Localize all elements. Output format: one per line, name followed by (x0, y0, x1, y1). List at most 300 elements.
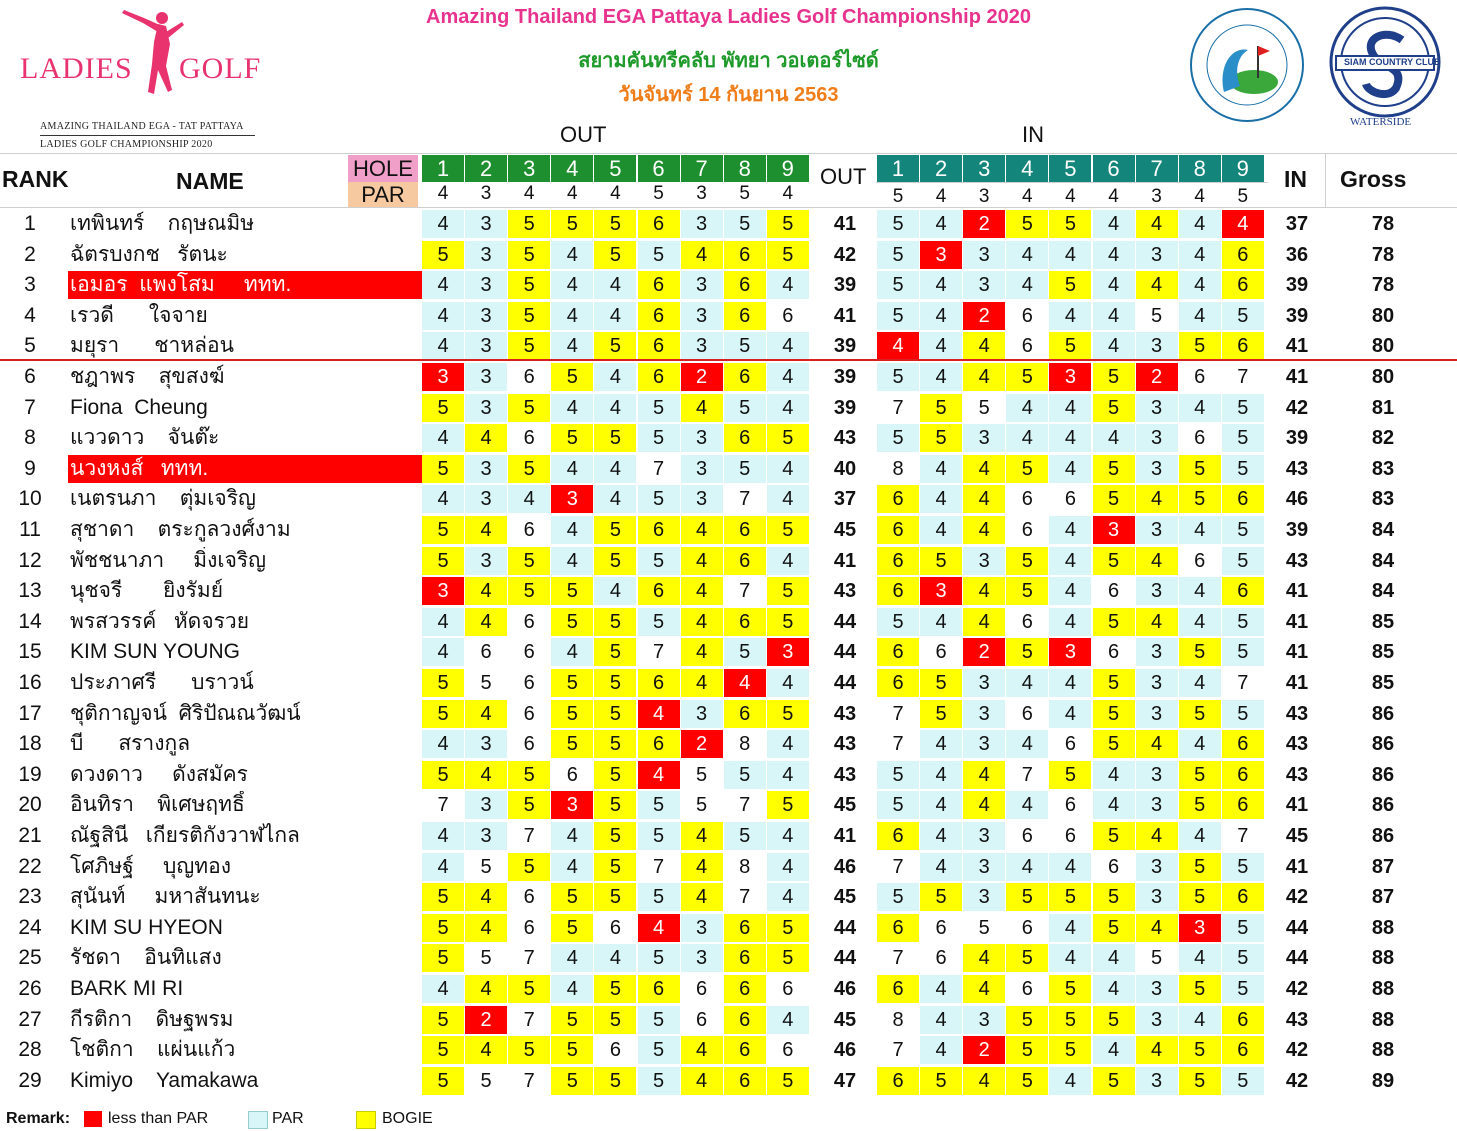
column-name-header: NAME (176, 168, 244, 194)
par-in-1: 5 (892, 186, 904, 207)
rank-cell: 22 (18, 854, 42, 878)
score-out-5: 5 (594, 883, 636, 911)
logo-divider (40, 135, 255, 136)
score-out-9: 5 (767, 1067, 809, 1095)
score-out-3: 5 (508, 791, 550, 819)
score-out-7: 4 (681, 638, 723, 666)
score-in-9: 6 (1222, 730, 1264, 758)
score-in-2: 4 (920, 516, 962, 544)
in-total: 44 (1285, 916, 1309, 939)
hole-in-1: 1 (877, 155, 919, 182)
player-name: นุชจรี ยิงรัมย์ (70, 579, 224, 603)
table-row (0, 301, 1457, 331)
in-total: 43 (1285, 702, 1309, 725)
score-out-1: 4 (422, 302, 464, 330)
out-total: 46 (833, 855, 857, 878)
legend-par-swatch (248, 1111, 268, 1129)
score-in-6: 4 (1093, 1036, 1135, 1064)
out-total: 40 (833, 457, 857, 480)
score-out-5: 5 (594, 791, 636, 819)
score-in-9: 6 (1222, 761, 1264, 789)
score-in-2: 4 (920, 302, 962, 330)
score-in-5: 5 (1049, 332, 1091, 360)
score-in-8: 4 (1179, 730, 1221, 758)
score-in-4: 4 (1006, 394, 1048, 422)
score-in-8: 4 (1179, 210, 1221, 238)
score-in-4: 6 (1021, 825, 1033, 847)
score-out-2: 6 (480, 641, 492, 664)
out-total: 41 (833, 825, 857, 847)
score-in-2: 4 (920, 271, 962, 299)
player-name: ดวงดาว ดังสมัคร (70, 762, 248, 786)
score-in-6: 5 (1093, 883, 1135, 911)
score-out-2: 5 (480, 855, 492, 878)
score-in-8: 5 (1179, 791, 1221, 819)
score-out-3: 6 (523, 886, 535, 909)
gross-total: 86 (1371, 702, 1395, 725)
legend-remark: Remark: (6, 1110, 71, 1127)
score-in-7: 5 (1151, 947, 1163, 970)
hole-in-2: 2 (920, 155, 962, 182)
score-in-5: 5 (1049, 1006, 1091, 1034)
score-out-6: 5 (638, 424, 680, 452)
score-in-2: 6 (935, 916, 947, 939)
score-in-8: 4 (1179, 516, 1221, 544)
score-in-8: 4 (1179, 302, 1221, 330)
score-out-7: 2 (681, 363, 723, 391)
score-out-4: 4 (551, 547, 593, 575)
score-out-6: 6 (638, 516, 680, 544)
out-total: 41 (833, 304, 857, 327)
hole-in-9: 9 (1222, 155, 1264, 182)
score-out-7: 6 (696, 1008, 708, 1031)
score-out-5: 5 (594, 638, 636, 666)
score-out-7: 5 (696, 763, 708, 786)
table-row (0, 240, 1457, 270)
score-out-9: 4 (767, 485, 809, 513)
score-out-1: 4 (422, 210, 464, 238)
score-in-9: 6 (1222, 485, 1264, 513)
score-in-3: 5 (978, 396, 990, 419)
score-out-3: 5 (508, 455, 550, 483)
score-out-1: 5 (422, 1036, 464, 1064)
rank-cell: 1 (24, 212, 36, 235)
score-out-7: 3 (681, 332, 723, 360)
par-out-3: 4 (523, 183, 535, 204)
out-total: 46 (833, 978, 857, 1000)
in-total: 42 (1285, 1039, 1309, 1062)
gross-total: 82 (1371, 427, 1395, 450)
rank-cell: 2 (24, 242, 36, 266)
score-out-4: 5 (551, 1006, 593, 1034)
score-out-8: 6 (724, 271, 766, 299)
player-name: ชฎาพร สุขสงฆ์ (70, 365, 225, 388)
score-out-3: 6 (523, 733, 535, 756)
gross-total: 88 (1371, 978, 1395, 1000)
table-row (0, 576, 1457, 606)
score-out-2: 3 (465, 332, 507, 360)
score-in-6: 4 (1093, 210, 1135, 238)
score-out-2: 5 (480, 947, 492, 970)
par-in-4: 4 (1022, 186, 1033, 207)
score-out-1: 7 (437, 794, 449, 817)
score-in-1: 6 (877, 547, 919, 575)
rank-cell: 18 (18, 732, 42, 756)
score-out-9: 5 (767, 241, 809, 269)
in-total: 41 (1285, 794, 1309, 817)
score-out-6: 5 (638, 241, 680, 269)
in-total: 41 (1285, 855, 1309, 878)
score-in-2: 3 (920, 241, 962, 269)
out-total: 44 (833, 916, 857, 939)
in-total: 42 (1285, 1069, 1309, 1092)
score-out-7: 3 (681, 271, 723, 299)
score-out-1: 4 (422, 822, 464, 850)
in-total: 41 (1285, 335, 1309, 358)
score-in-3: 4 (963, 485, 1005, 513)
score-in-7: 3 (1136, 638, 1178, 666)
score-out-2: 4 (465, 914, 507, 942)
score-out-6: 6 (638, 271, 680, 299)
score-in-3: 4 (963, 455, 1005, 483)
score-in-2: 6 (935, 641, 947, 664)
score-in-5: 4 (1049, 700, 1091, 728)
score-in-5: 3 (1049, 638, 1091, 666)
score-in-3: 3 (963, 822, 1005, 850)
score-in-3: 3 (963, 669, 1005, 697)
score-out-3: 6 (523, 916, 535, 939)
par-in-5: 4 (1065, 186, 1076, 207)
score-out-4: 5 (551, 1036, 593, 1064)
score-out-7: 3 (681, 455, 723, 483)
score-out-5: 5 (594, 975, 636, 1003)
score-out-9: 5 (767, 516, 809, 544)
player-name: พรสวรรค์ หัดจรวย (70, 609, 250, 633)
score-out-4: 5 (551, 577, 593, 605)
score-in-2: 4 (920, 791, 962, 819)
score-out-6: 6 (638, 730, 680, 758)
gross-total: 85 (1371, 610, 1395, 633)
score-out-3: 5 (508, 975, 550, 1003)
score-out-8: 5 (724, 394, 766, 422)
score-out-9: 4 (767, 363, 809, 391)
score-out-1: 5 (422, 669, 464, 697)
score-out-9: 6 (782, 978, 794, 1000)
out-total: 44 (833, 672, 857, 694)
score-in-8: 4 (1179, 241, 1221, 269)
table-row (0, 637, 1457, 667)
section-in-label: IN (1022, 122, 1044, 147)
out-total: 47 (833, 1069, 857, 1092)
gross-total: 78 (1371, 274, 1395, 297)
score-in-7: 4 (1136, 271, 1178, 299)
siam-club-text: SIAM COUNTRY CLUB (1344, 57, 1441, 67)
score-in-5: 4 (1049, 944, 1091, 972)
in-total: 44 (1285, 947, 1309, 970)
score-out-2: 4 (465, 577, 507, 605)
gross-total: 83 (1371, 488, 1395, 511)
score-out-3: 4 (508, 485, 550, 513)
score-out-6: 5 (638, 394, 680, 422)
score-out-1: 4 (422, 271, 464, 299)
score-in-3: 3 (963, 700, 1005, 728)
score-in-2: 4 (920, 455, 962, 483)
gross-total: 83 (1371, 457, 1395, 480)
player-name: โศภิษฐ์ บุญทอง (70, 854, 231, 878)
score-in-6: 5 (1093, 485, 1135, 513)
rank-cell: 12 (18, 548, 42, 572)
in-total: 43 (1285, 1008, 1309, 1031)
score-out-9: 5 (767, 424, 809, 452)
player-name: พัชชนาภา มิ่งเจริญ (70, 548, 267, 572)
gross-total: 80 (1371, 304, 1395, 327)
score-out-5: 5 (594, 730, 636, 758)
in-total: 39 (1285, 274, 1309, 297)
score-in-1: 5 (877, 791, 919, 819)
score-in-7: 3 (1136, 241, 1178, 269)
score-out-7: 3 (681, 700, 723, 728)
gross-total: 84 (1371, 580, 1395, 603)
score-out-6: 5 (638, 608, 680, 636)
score-in-7: 3 (1136, 853, 1178, 881)
rank-cell: 3 (24, 273, 36, 297)
score-in-1: 7 (892, 1039, 904, 1062)
player-name: มยุรา ชาหล่อน (70, 334, 234, 358)
score-in-8: 5 (1179, 883, 1221, 911)
par-out-2: 3 (480, 183, 492, 204)
header-bottom-rule (0, 207, 1457, 208)
score-out-8: 7 (739, 580, 751, 603)
score-out-4: 4 (551, 302, 593, 330)
score-in-7: 3 (1136, 577, 1178, 605)
score-in-9: 5 (1222, 944, 1264, 972)
score-in-1: 5 (877, 241, 919, 269)
score-out-3: 5 (508, 210, 550, 238)
score-out-5: 5 (594, 822, 636, 850)
score-out-5: 4 (594, 302, 636, 330)
in-total: 41 (1285, 672, 1309, 694)
score-out-4: 4 (551, 516, 593, 544)
score-out-4: 5 (551, 669, 593, 697)
out-total: 43 (833, 427, 857, 450)
score-in-7: 4 (1136, 608, 1178, 636)
score-in-6: 4 (1093, 424, 1135, 452)
score-in-2: 4 (920, 730, 962, 758)
score-in-4: 4 (1006, 424, 1048, 452)
score-out-6: 7 (652, 855, 665, 878)
score-out-6: 5 (638, 822, 680, 850)
hole-in-4: 4 (1006, 155, 1048, 182)
score-out-3: 5 (508, 332, 550, 360)
score-in-5: 4 (1049, 516, 1091, 544)
table-row (0, 209, 1457, 239)
score-out-2: 4 (465, 700, 507, 728)
score-out-7: 3 (681, 914, 723, 942)
score-out-5: 5 (594, 241, 636, 269)
score-out-9: 4 (767, 394, 809, 422)
score-out-6: 6 (638, 975, 680, 1003)
score-in-8: 5 (1179, 638, 1221, 666)
legend-bogie-swatch (356, 1111, 376, 1129)
score-in-4: 5 (1006, 883, 1048, 911)
score-in-7: 3 (1136, 761, 1178, 789)
score-out-4: 4 (551, 394, 593, 422)
score-out-8: 6 (724, 700, 766, 728)
score-in-1: 5 (877, 608, 919, 636)
score-in-4: 6 (1021, 304, 1033, 327)
score-in-2: 5 (920, 394, 962, 422)
cut-line (0, 359, 1457, 361)
table-row (0, 331, 1457, 361)
score-out-3: 7 (523, 1069, 535, 1092)
rank-cell: 15 (18, 640, 42, 664)
score-in-1: 7 (892, 702, 904, 725)
score-out-6: 6 (638, 302, 680, 330)
score-out-6: 6 (638, 669, 680, 697)
score-in-4: 5 (1006, 944, 1048, 972)
score-in-6: 5 (1093, 669, 1135, 697)
score-out-8: 6 (724, 608, 766, 636)
player-name: เรวดี ใจจาย (70, 303, 208, 327)
score-out-1: 3 (422, 577, 464, 605)
score-out-8: 6 (724, 363, 766, 391)
score-out-6: 6 (638, 363, 680, 391)
score-out-4: 4 (551, 853, 593, 881)
score-out-8: 5 (724, 822, 766, 850)
table-row (0, 1035, 1457, 1065)
score-in-5: 5 (1049, 975, 1091, 1003)
score-out-1: 5 (422, 455, 464, 483)
score-out-9: 4 (767, 853, 809, 881)
score-out-5: 5 (594, 1006, 636, 1034)
score-in-5: 4 (1049, 455, 1091, 483)
in-total: 37 (1285, 213, 1309, 235)
score-in-6: 5 (1093, 1067, 1135, 1095)
score-out-2: 3 (465, 363, 507, 391)
score-out-6: 5 (638, 883, 680, 911)
out-total: 41 (833, 213, 857, 235)
out-total: 43 (833, 702, 857, 725)
score-in-1: 6 (877, 822, 919, 850)
score-out-8: 8 (739, 855, 751, 878)
score-in-9: 5 (1222, 424, 1264, 452)
par-in-3: 3 (978, 186, 990, 207)
gross-total: 88 (1371, 1008, 1395, 1031)
score-out-5: 4 (594, 485, 636, 513)
hole-out-3: 3 (508, 155, 550, 182)
score-out-3: 5 (508, 1036, 550, 1064)
score-out-4: 3 (551, 485, 593, 513)
in-total: 45 (1285, 825, 1309, 847)
player-name: เทพินทร์ กฤษณมิษ (70, 212, 255, 235)
table-row (0, 699, 1457, 729)
par-in-6: 4 (1108, 186, 1119, 207)
table-row (0, 943, 1457, 973)
score-out-8: 6 (724, 975, 766, 1003)
score-in-4: 6 (1021, 702, 1033, 725)
score-in-4: 4 (1006, 241, 1048, 269)
rank-cell: 20 (18, 793, 42, 817)
out-total: 45 (833, 794, 857, 817)
score-in-6: 3 (1093, 516, 1135, 544)
out-total: 42 (833, 243, 857, 266)
player-name: ณัฐสินี เกียรติกังวาฬไกล (70, 824, 300, 847)
in-total: 41 (1285, 641, 1309, 664)
par-label: PAR (348, 182, 418, 208)
score-out-6: 5 (638, 485, 680, 513)
score-in-1: 6 (877, 516, 919, 544)
out-total: 44 (833, 641, 857, 664)
score-in-1: 5 (877, 424, 919, 452)
score-in-5: 5 (1049, 271, 1091, 299)
score-out-1: 5 (422, 516, 464, 544)
in-par-rule (876, 182, 1268, 183)
score-in-3: 4 (963, 577, 1005, 605)
score-out-3: 5 (508, 577, 550, 605)
score-in-5: 6 (1064, 488, 1076, 511)
rank-cell: 13 (18, 579, 42, 603)
rank-cell: 28 (18, 1038, 42, 1062)
page-title: Amazing Thailand EGA Pattaya Ladies Golf Championship 2020 (426, 6, 1031, 28)
score-out-4: 4 (551, 332, 593, 360)
score-out-6: 4 (638, 914, 680, 942)
score-in-4: 4 (1006, 853, 1048, 881)
score-in-7: 4 (1136, 914, 1178, 942)
score-in-5: 6 (1064, 733, 1076, 756)
score-in-3: 3 (963, 730, 1005, 758)
score-in-5: 5 (1049, 210, 1091, 238)
in-total: 39 (1285, 427, 1309, 450)
score-out-9: 5 (767, 577, 809, 605)
score-in-2: 4 (920, 332, 962, 360)
gross-total: 87 (1371, 855, 1395, 878)
score-out-5: 4 (594, 455, 636, 483)
score-in-7: 3 (1136, 332, 1178, 360)
par-in-8: 4 (1194, 186, 1205, 207)
player-name: รัชดา อินทิแสง (70, 946, 222, 970)
score-in-5: 4 (1049, 577, 1091, 605)
player-name: KIM SU HYEON (70, 915, 223, 939)
score-in-7: 3 (1136, 975, 1178, 1003)
score-out-7: 4 (681, 1067, 723, 1095)
out-total: 43 (833, 763, 857, 786)
score-in-4: 6 (1021, 519, 1033, 541)
hole-out-1: 1 (422, 155, 464, 182)
score-out-5: 5 (594, 853, 636, 881)
score-in-3: 5 (978, 916, 990, 939)
in-total: 42 (1285, 886, 1309, 909)
score-out-9: 5 (767, 608, 809, 636)
score-out-6: 6 (638, 332, 680, 360)
gross-total: 78 (1371, 213, 1395, 235)
score-in-9: 6 (1222, 1036, 1264, 1064)
player-name: ฉัตรบงกช รัตนะ (70, 242, 228, 266)
par-out-8: 5 (739, 183, 750, 204)
score-out-3: 7 (523, 825, 535, 847)
score-in-6: 5 (1093, 547, 1135, 575)
score-out-9: 4 (767, 271, 809, 299)
score-out-7: 4 (681, 516, 723, 544)
in-total: 42 (1285, 396, 1309, 419)
score-in-3: 3 (963, 883, 1005, 911)
score-in-3: 4 (963, 975, 1005, 1003)
score-out-1: 4 (422, 730, 464, 758)
score-out-1: 5 (422, 241, 464, 269)
score-out-7: 4 (681, 394, 723, 422)
score-in-5: 6 (1064, 825, 1076, 847)
score-in-2: 5 (920, 669, 962, 697)
table-row (0, 882, 1457, 912)
